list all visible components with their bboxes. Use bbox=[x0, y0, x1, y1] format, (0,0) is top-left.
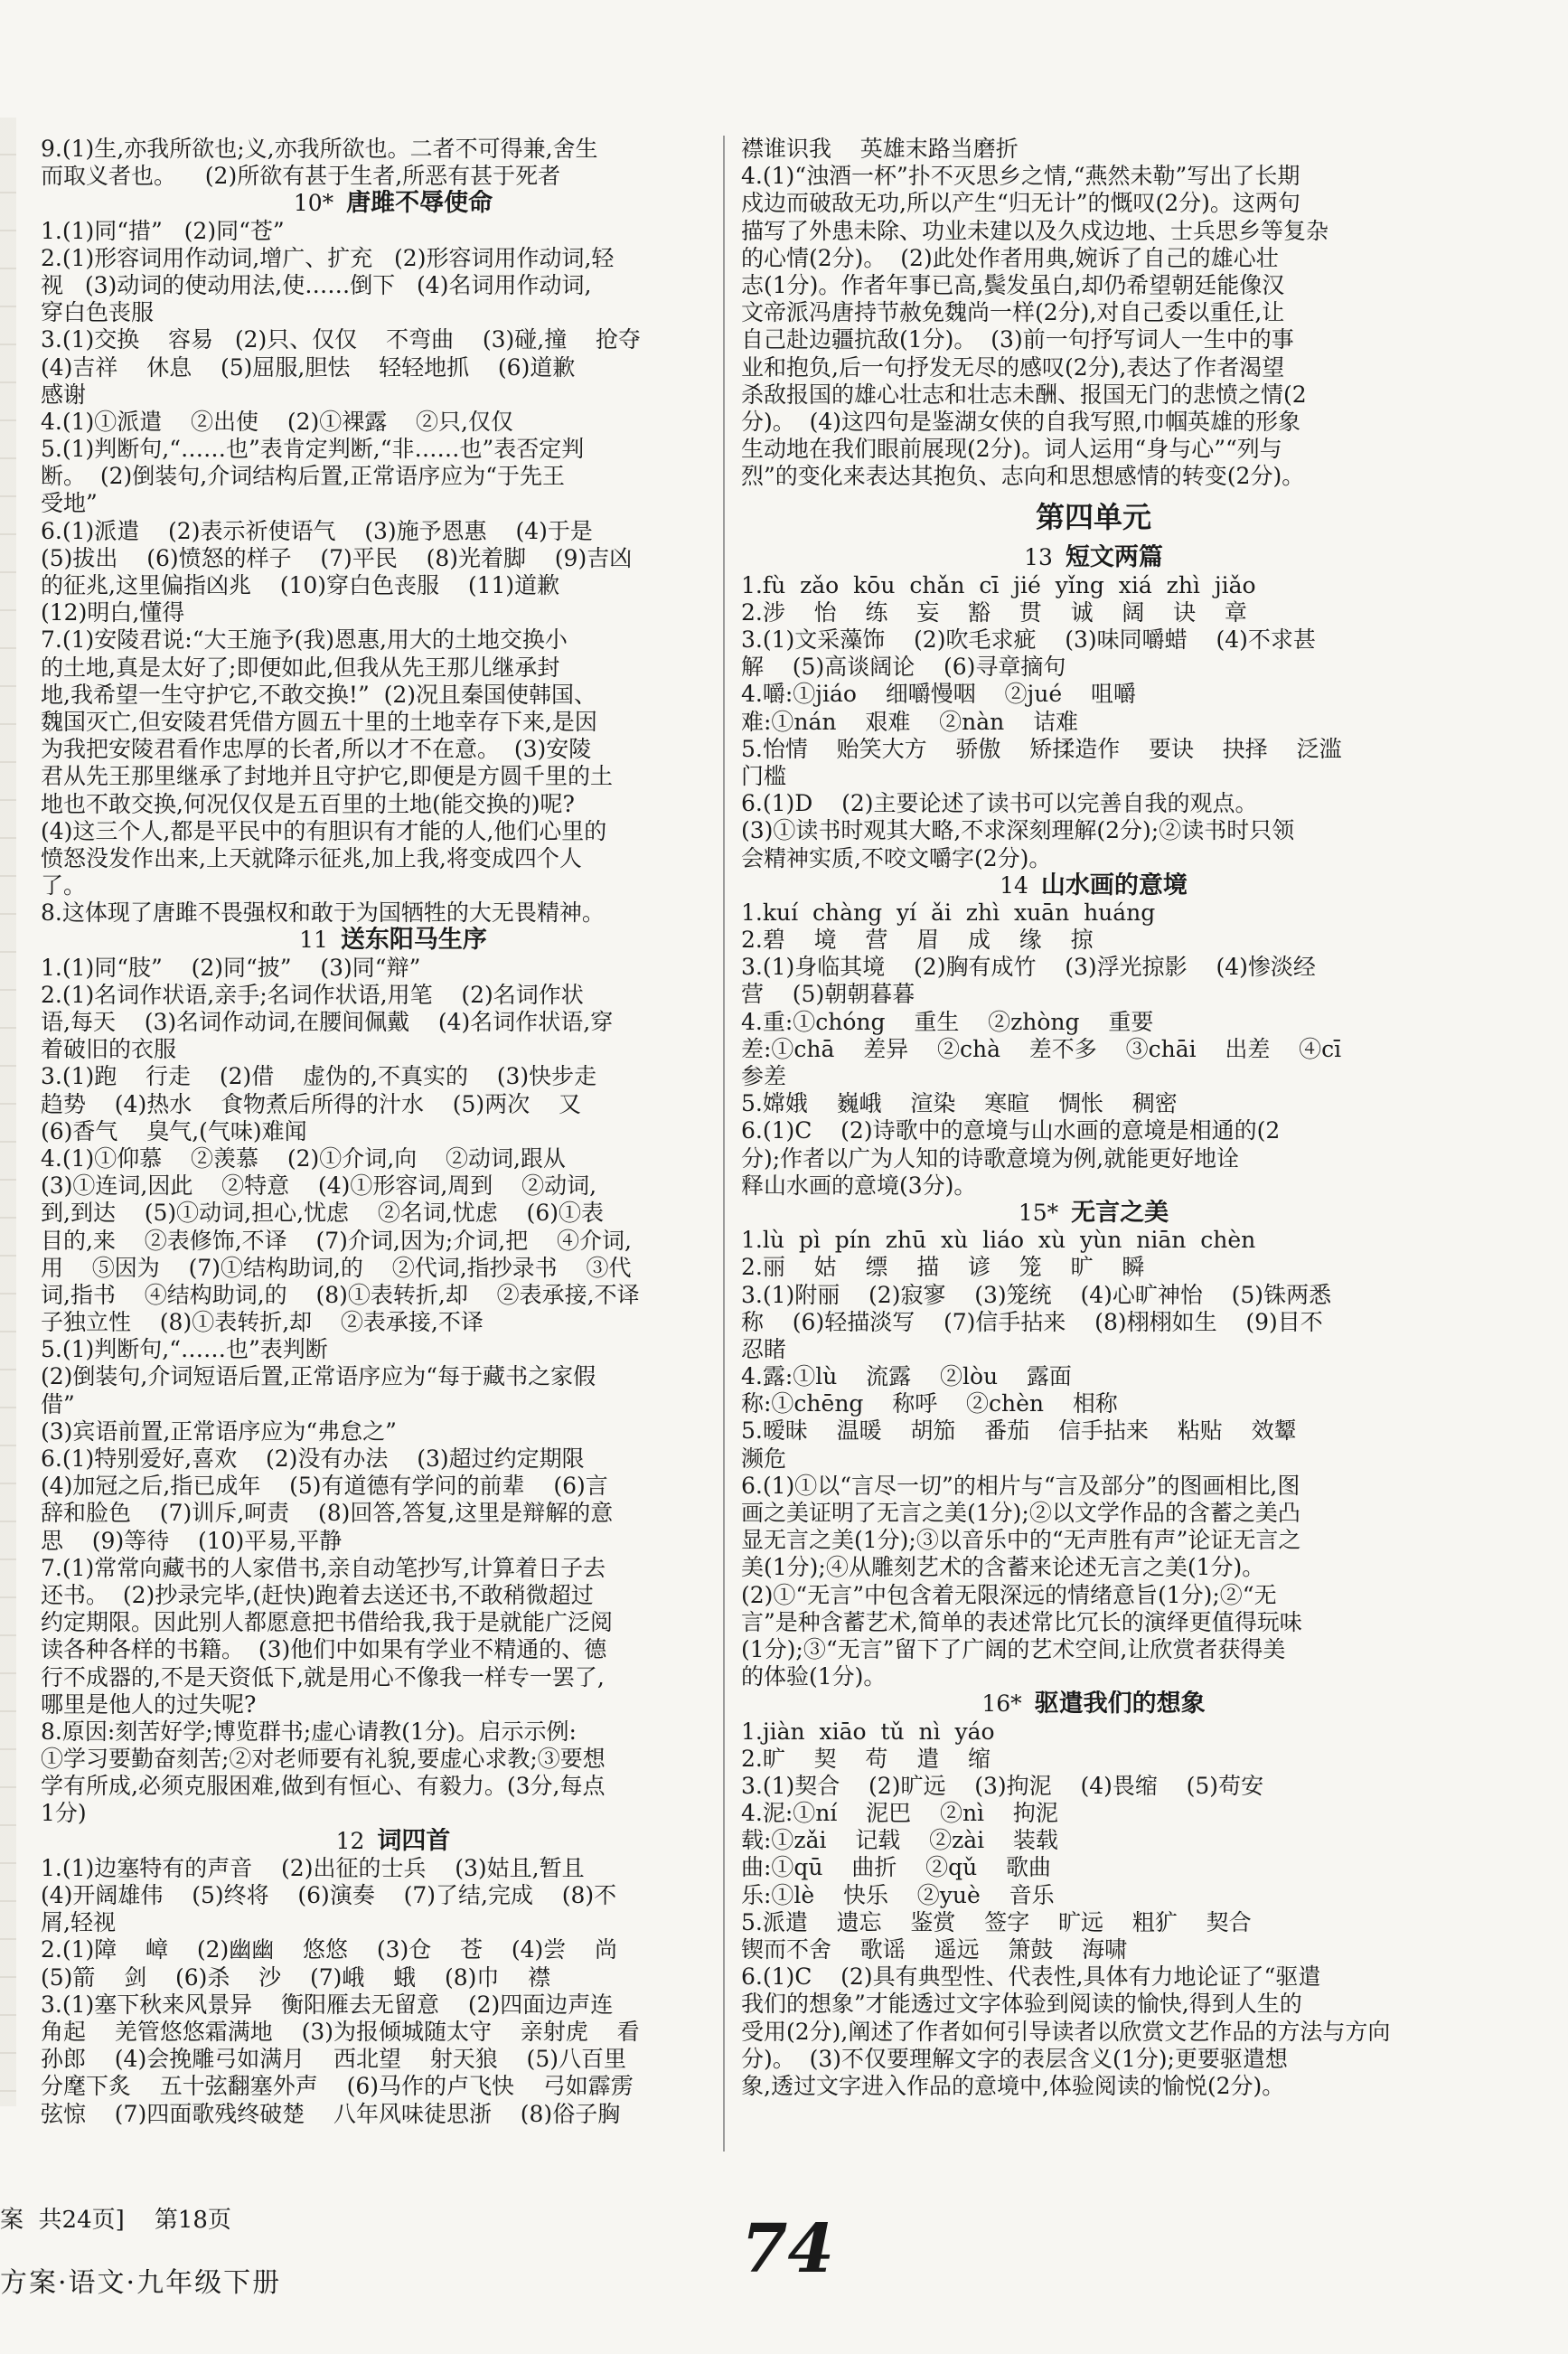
answer-line: 7.(1)常常向藏书的人家借书,亲自动笔抄写,计算着日子去 bbox=[41, 1554, 606, 1581]
binding-edge bbox=[0, 118, 16, 2106]
answer-line: 8.这体现了唐雎不畏强权和敢于为国牺牲的大无畏精神。 bbox=[41, 899, 605, 927]
left-column bbox=[41, 136, 746, 2124]
lesson-number: 14 bbox=[1000, 871, 1028, 899]
answer-line: (3)宾语前置,正常语序应为“弗怠之” bbox=[41, 1417, 397, 1445]
answer-line: (2)倒装句,介词短语后置,正常语序应为“每于藏书之家假 bbox=[41, 1363, 596, 1390]
answer-line: 2.丽 姑 缥 描 谚 笼 旷 瞬 bbox=[741, 1254, 1145, 1281]
answer-line: (6)香气 臭气,(气味)难闻 bbox=[41, 1117, 307, 1144]
answer-line: (1分);③“无言”留下了广阔的艺术空间,让欣赏者获得美 bbox=[741, 1635, 1286, 1662]
answer-line: 学有所成,必须克服困难,做到有恒心、有毅力。(3分,每点 bbox=[41, 1773, 606, 1800]
lesson-title bbox=[741, 1690, 1446, 1718]
answer-line: 地也不敢交换,何况仅仅是五百里的土地(能交换的)呢? bbox=[41, 790, 575, 817]
answer-line: 文帝派冯唐持节赦免魏尚一样(2分),对自己委以重任,让 bbox=[741, 299, 1285, 326]
answer-line: 象,透过文字进入作品的意境中,体验阅读的愉悦(2分)。 bbox=[741, 2072, 1285, 2099]
lesson-number: 16* bbox=[981, 1690, 1022, 1718]
answer-line: 5.(1)判断句,“……也”表判断 bbox=[41, 1336, 328, 1363]
answer-line: 3.(1)文采藻饰 (2)吹毛求疵 (3)味同嚼蜡 (4)不求甚 bbox=[741, 626, 1316, 653]
answer-line: 还书。 (2)抄录完毕,(赶快)跑着去送还书,不敢稍微超过 bbox=[41, 1581, 594, 1608]
answer-line: 3.(1)附丽 (2)寂寥 (3)笼统 (4)心旷神怡 (5)铢两悉 bbox=[741, 1281, 1332, 1308]
answer-line: 6.(1)派遣 (2)表示祈使语气 (3)施予恩惠 (4)于是 bbox=[41, 517, 593, 544]
answer-line: (3)①读书时观其大略,不求深刻理解(2分);②读书时只领 bbox=[741, 817, 1295, 844]
answer-line: 志(1分)。作者年事已高,鬓发虽白,却仍希望朝廷能像汉 bbox=[741, 271, 1285, 298]
answer-line: 了。 bbox=[41, 872, 87, 899]
answer-line: 2.涉 怡 练 妄 豁 贯 诚 阔 诀 章 bbox=[741, 598, 1247, 626]
answer-line: 9.(1)生,亦我所欲也;义,亦我所欲也。二者不可得兼,舍生 bbox=[41, 136, 598, 162]
footer-book-title: 方案·语文·九年级下册 bbox=[0, 2267, 282, 2299]
answer-line: 借” bbox=[41, 1390, 75, 1417]
answer-line: 2.(1)形容词用作动词,增广、扩充 (2)形容词用作动词,轻 bbox=[41, 244, 615, 271]
answer-line: 分)。 (3)不仅要理解文字的表层含义(1分);更要驱遣想 bbox=[741, 2045, 1288, 2072]
answer-line: 1.jiàn xiāo tǔ nì yáo bbox=[741, 1718, 995, 1745]
answer-line: 弦惊 (7)四面歌残终破楚 八年风味徒思浙 (8)俗子胸 bbox=[41, 2100, 621, 2124]
answer-line: 4.(1)“浊酒一杯”扑不灭思乡之情,“燕然未勒”写出了长期 bbox=[741, 163, 1300, 190]
lesson-title bbox=[41, 927, 746, 954]
answer-line: 2.(1)名词作状语,亲手;名词作状语,用笔 (2)名词作状 bbox=[41, 981, 584, 1008]
answer-line: 6.(1)①以“言尽一切”的相片与“言及部分”的图画相比,图 bbox=[741, 1472, 1300, 1499]
answer-line: 6.(1)C (2)诗歌中的意境与山水画的意境是相通的(2 bbox=[741, 1117, 1281, 1144]
lesson-title-text: 无言之美 bbox=[1071, 1199, 1169, 1227]
answer-line: 画之美证明了无言之美(1分);②以文学作品的含蓄之美凸 bbox=[741, 1500, 1300, 1526]
answer-line: 语,每天 (3)名词作动词,在腰间佩戴 (4)名词作状语,穿 bbox=[41, 1009, 614, 1035]
answer-line: 杀敌报国的雄心壮志和壮志未酬、报国无门的悲愤之情(2 bbox=[741, 381, 1307, 408]
answer-line: 称:①chēng 称呼 ②chèn 相称 bbox=[741, 1390, 1118, 1417]
answer-line: 目的,来 ②表修饰,不译 (7)介词,因为;介词,把 ④介词, bbox=[41, 1227, 632, 1254]
answer-line: (2)①“无言”中包含着无限深远的情绪意旨(1分);②“无 bbox=[741, 1581, 1277, 1608]
answer-line: 3.(1)契合 (2)旷远 (3)拘泥 (4)畏缩 (5)苟安 bbox=[741, 1772, 1264, 1799]
answer-line: 分麾下炙 五十弦翻塞外声 (6)马作的卢飞快 弓如霹雳 bbox=[41, 2073, 634, 2100]
answer-line: 5.暧昧 温暖 胡笳 番茄 信手拈来 粘贴 效颦 bbox=[741, 1417, 1297, 1445]
answer-line: 而取义者也。 (2)所欲有甚于生者,所恶有甚于死者 bbox=[41, 163, 561, 190]
right-column bbox=[741, 136, 1446, 2124]
lesson-title-text: 唐雎不辱使命 bbox=[346, 190, 493, 218]
answer-line: 1.kuí chàng yí ǎi zhì xuān huáng bbox=[741, 899, 1156, 926]
answer-line: 哪里是他人的过失呢? bbox=[41, 1690, 257, 1718]
answer-line: 言”是种含蓄艺术,简单的表述常比冗长的演绎更值得玩味 bbox=[741, 1608, 1302, 1635]
answer-line: 断。 (2)倒装句,介词结构后置,正常语序应为“于先王 bbox=[41, 463, 565, 490]
answer-line: 载:①zǎi 记载 ②zài 装载 bbox=[741, 1827, 1058, 1854]
answer-line: 分)。 (4)这四句是鉴湖女侠的自我写照,巾帼英雄的形象 bbox=[741, 408, 1301, 435]
lesson-title-text: 短文两篇 bbox=[1065, 544, 1163, 572]
lesson-title-text: 驱遣我们的想象 bbox=[1034, 1690, 1206, 1718]
answer-line: 3.(1)跑 行走 (2)借 虚伪的,不真实的 (3)快步走 bbox=[41, 1063, 597, 1090]
answer-line: 行不成器的,不是天资低下,就是用心不像我一样专一罢了, bbox=[41, 1663, 605, 1690]
lesson-title-text: 山水画的意境 bbox=[1040, 871, 1188, 899]
answer-line: 穿白色丧服 bbox=[41, 299, 155, 326]
answer-line: 魏国灭亡,但安陵君凭借方圆五十里的土地幸存下来,是因 bbox=[41, 708, 597, 735]
answer-line: 参差 bbox=[741, 1063, 787, 1089]
answer-line: 乐:①lè 快乐 ②yuè 音乐 bbox=[741, 1881, 1055, 1908]
lesson-number: 15* bbox=[1018, 1199, 1059, 1226]
answer-line: 受用(2分),阐述了作者如何引导读者以欣赏文艺作品的方法与方向 bbox=[741, 2018, 1391, 2045]
answer-line: 趋势 (4)热水 食物煮后所得的汁水 (5)两次 又 bbox=[41, 1090, 581, 1117]
answer-line: 1.(1)边塞特有的声音 (2)出征的士兵 (3)姑且,暂且 bbox=[41, 1854, 585, 1881]
answer-line: 受地” bbox=[41, 490, 98, 517]
answer-line: 君从先王那里继承了封地并且守护它,即便是方圆千里的土 bbox=[41, 763, 613, 790]
answer-line: 1.(1)同“措” (2)同“苍” bbox=[41, 217, 285, 244]
answer-line: 3.(1)交换 容易 (2)只、仅仅 不弯曲 (3)碰,撞 抢夺 bbox=[41, 326, 642, 353]
answer-line: 营 (5)朝朝暮暮 bbox=[741, 981, 915, 1008]
answer-line: 感谢 bbox=[41, 381, 87, 408]
answer-line: 襟谁识我 英雄末路当磨折 bbox=[741, 136, 1019, 162]
answer-line: 孙郎 (4)会挽雕弓如满月 西北望 射天狼 (5)八百里 bbox=[41, 2046, 626, 2073]
answer-line: 显无言之美(1分);③以音乐中的“无声胜有声”论证无言之 bbox=[741, 1527, 1301, 1554]
answer-line: 读各种各样的书籍。 (3)他们中如果有学业不精通的、德 bbox=[41, 1636, 607, 1663]
answer-line: 5.嫦娥 巍峨 渲染 寒暄 惆怅 稠密 bbox=[741, 1090, 1178, 1117]
answer-line: 思 (9)等待 (10)平易,平静 bbox=[41, 1527, 343, 1554]
answer-line: 愤怒没发作出来,上天就降示征兆,加上我,将变成四个人 bbox=[41, 844, 582, 871]
answer-line: 曲:①qū 曲折 ②qǔ 歌曲 bbox=[741, 1854, 1051, 1881]
answer-line: 生动地在我们眼前展现(2分)。词人运用“身与心”“列与 bbox=[741, 436, 1282, 463]
lesson-title bbox=[741, 872, 1446, 899]
answer-line: (5)拔出 (6)愤怒的样子 (7)平民 (8)光着脚 (9)吉凶 bbox=[41, 544, 633, 571]
answer-line: 业和抱负,后一句抒发无尽的感叹(2分),表达了作者渴望 bbox=[741, 353, 1285, 381]
answer-line: 角起 羌管悠悠霜满地 (3)为报倾城随太守 亲射虎 看 bbox=[41, 2018, 640, 2045]
answer-line: 4.露:①lù 流露 ②lòu 露面 bbox=[741, 1363, 1072, 1390]
answer-line: 约定期限。因此别人都愿意把书借给我,我于是就能广泛阅 bbox=[41, 1609, 613, 1636]
answer-line: (4)吉祥 休息 (5)屈服,胆怯 轻轻地抓 (6)道歉 bbox=[41, 353, 576, 381]
lesson-title-text: 送东阳马生序 bbox=[340, 927, 487, 955]
answer-line: 7.(1)安陵君说:“大王施予(我)恩惠,用大的土地交换小 bbox=[41, 626, 568, 654]
lesson-number: 10* bbox=[293, 190, 334, 217]
answer-line: 4.(1)①仰慕 ②羡慕 (2)①介词,向 ②动词,跟从 bbox=[41, 1144, 566, 1172]
lesson-number: 13 bbox=[1024, 544, 1053, 571]
answer-line: 5.派遣 遗忘 鉴赏 签字 旷远 粗犷 契合 bbox=[741, 1908, 1252, 1935]
answer-line: 着破旧的衣服 bbox=[41, 1036, 177, 1063]
answer-line: 6.(1)特别爱好,喜欢 (2)没有办法 (3)超过约定期限 bbox=[41, 1445, 585, 1472]
answer-line: 1分) bbox=[41, 1800, 87, 1827]
answer-line: 差:①chā 差异 ②chà 差不多 ③chāi 出差 ④cī bbox=[741, 1035, 1342, 1062]
answer-line: 4.泥:①ní 泥巴 ②nì 拘泥 bbox=[741, 1800, 1058, 1827]
answer-line: 描写了外患未除、功业未建以及久戍边地、士兵思乡等复杂 bbox=[741, 217, 1329, 244]
answer-line: 2.旷 契 苟 遣 缩 bbox=[741, 1745, 991, 1772]
answer-line: (4)开阔雄伟 (5)终将 (6)演奏 (7)了结,完成 (8)不 bbox=[41, 1882, 617, 1908]
answer-line: 视 (3)动词的使动用法,使……倒下 (4)名词用作动词, bbox=[41, 271, 592, 298]
answer-line: 的体验(1分)。 bbox=[741, 1663, 887, 1690]
answer-line: 会精神实质,不咬文嚼字(2分)。 bbox=[741, 844, 1052, 871]
answer-line: 地,我希望一生守护它,不敢交换!” (2)况且秦国使韩国、 bbox=[41, 681, 597, 708]
answer-line: 4.重:①chóng 重生 ②zhòng 重要 bbox=[741, 1008, 1154, 1035]
page-number: 74 bbox=[741, 2210, 834, 2288]
answer-line: (5)箭 剑 (6)杀 沙 (7)峨 蛾 (8)巾 襟 bbox=[41, 1963, 551, 1991]
lesson-title bbox=[41, 1828, 746, 1855]
answer-line: (12)明白,懂得 bbox=[41, 599, 185, 626]
answer-line: 6.(1)D (2)主要论述了读书可以完善自我的观点。 bbox=[741, 790, 1258, 817]
lesson-title-text: 词四首 bbox=[377, 1827, 451, 1855]
answer-line: 烈”的变化来表达其抱负、志向和思想感情的转变(2分)。 bbox=[741, 463, 1305, 490]
answer-line: 用 ⑤因为 (7)①结构助词,的 ②代词,指抄录书 ③代 bbox=[41, 1254, 632, 1281]
answer-line: 词,指书 ④结构助词,的 (8)①表转折,却 ②表承接,不译 bbox=[41, 1281, 640, 1308]
footer-page-info: 案 共24页] 第18页 bbox=[0, 2207, 231, 2234]
answer-line: 5.(1)判断句,“……也”表肯定判断,“非……也”表否定判 bbox=[41, 436, 585, 463]
answer-line: ①学习要勤奋刻苦;②对老师要有礼貌,要虚心求教;③要想 bbox=[41, 1746, 606, 1773]
answer-line: 忍睹 bbox=[741, 1335, 787, 1362]
answer-line: (4)加冠之后,指已成年 (5)有道德有学问的前辈 (6)言 bbox=[41, 1473, 608, 1500]
answer-line: 自己赴边疆抗敌(1分)。 (3)前一句抒写词人一生中的事 bbox=[741, 326, 1294, 353]
answer-line: 4.嚼:①jiáo 细嚼慢咽 ②jué 咀嚼 bbox=[741, 681, 1136, 708]
answer-line: 到,到达 (5)①动词,担心,忧虑 ②名词,忧虑 (6)①表 bbox=[41, 1200, 604, 1227]
answer-line: 濒危 bbox=[741, 1445, 787, 1472]
answer-line: 称 (6)轻描淡写 (7)信手拈来 (8)栩栩如生 (9)目不 bbox=[741, 1308, 1323, 1335]
lesson-title bbox=[741, 544, 1446, 571]
answer-line: (4)这三个人,都是平民中的有胆识有才能的人,他们心里的 bbox=[41, 817, 607, 844]
answer-line: 辞和脸色 (7)训斥,呵责 (8)回答,答复,这里是辩解的意 bbox=[41, 1500, 614, 1527]
answer-line: 屑,轻视 bbox=[41, 1909, 116, 1936]
answer-line: 戍边而破敌无功,所以产生“归无计”的慨叹(2分)。这两句 bbox=[741, 190, 1300, 217]
answer-line: 释山水画的意境(3分)。 bbox=[741, 1172, 977, 1199]
answer-line: 美(1分);④从雕刻艺术的含蓄来论述无言之美(1分)。 bbox=[741, 1554, 1265, 1581]
answer-line: 子独立性 (8)①表转折,却 ②表承接,不译 bbox=[41, 1309, 484, 1336]
answer-line: 分);作者以广为人知的诗歌意境为例,就能更好地诠 bbox=[741, 1144, 1240, 1172]
answer-line: 5.怡情 贻笑大方 骄傲 矫揉造作 要诀 抉择 泛滥 bbox=[741, 735, 1342, 762]
answer-line: 为我把安陵君看作忠厚的长者,所以才不在意。 (3)安陵 bbox=[41, 736, 592, 763]
answer-line: 6.(1)C (2)具有典型性、代表性,具体有力地论证了“驱遣 bbox=[741, 1963, 1321, 1991]
answer-line: 我们的想象”才能透过文字体验到阅读的愉快,得到人生的 bbox=[741, 1991, 1302, 2018]
lesson-number: 11 bbox=[299, 927, 328, 954]
answer-line: 锲而不舍 歌谣 遥远 箫鼓 海啸 bbox=[741, 1936, 1128, 1963]
answer-line: 2.碧 境 营 眉 成 缘 掠 bbox=[741, 927, 1094, 954]
answer-line: 4.(1)①派遣 ②出使 (2)①裸露 ②只,仅仅 bbox=[41, 408, 513, 435]
answer-line: 门槛 bbox=[741, 762, 787, 789]
answer-line: 1.lù pì pín zhū xù liáo xù yùn niān chèn bbox=[741, 1227, 1256, 1254]
answer-line: 1.(1)同“肢” (2)同“披” (3)同“辩” bbox=[41, 954, 421, 981]
answer-line: 8.原因:刻苦好学;博览群书;虚心请教(1分)。启示示例: bbox=[41, 1718, 577, 1745]
answer-line: 的征兆,这里偏指凶兆 (10)穿白色丧服 (11)道歉 bbox=[41, 572, 560, 598]
answer-line: 难:①nán 艰难 ②nàn 诘难 bbox=[741, 708, 1078, 735]
column-divider bbox=[723, 136, 725, 2152]
answer-line: (3)①连词,因此 ②特意 (4)①形容词,周到 ②动词, bbox=[41, 1172, 597, 1200]
answer-line: 1.fù zǎo kōu chǎn cī jié yǐng xiá zhì jiǎo bbox=[741, 571, 1256, 598]
answer-line: 2.(1)障 嶂 (2)幽幽 悠悠 (3)仓 苍 (4)尝 尚 bbox=[41, 1936, 618, 1963]
answer-line: 3.(1)塞下秋来风景异 衡阳雁去无留意 (2)四面边声连 bbox=[41, 1991, 614, 2018]
answer-line: 解 (5)高谈阔论 (6)寻章摘句 bbox=[741, 654, 1066, 681]
lesson-number: 12 bbox=[335, 1827, 365, 1854]
lesson-title bbox=[41, 190, 746, 217]
answer-line: 的心情(2分)。 (2)此处作者用典,婉诉了自己的雄心壮 bbox=[741, 244, 1279, 271]
unit-heading: 第四单元 bbox=[1035, 500, 1151, 535]
lesson-title bbox=[741, 1200, 1446, 1227]
answer-line: 3.(1)身临其境 (2)胸有成竹 (3)浮光掠影 (4)惨淡经 bbox=[741, 954, 1316, 981]
answer-line: 的土地,真是太好了;即便如此,但我从先王那儿继承封 bbox=[41, 654, 560, 681]
